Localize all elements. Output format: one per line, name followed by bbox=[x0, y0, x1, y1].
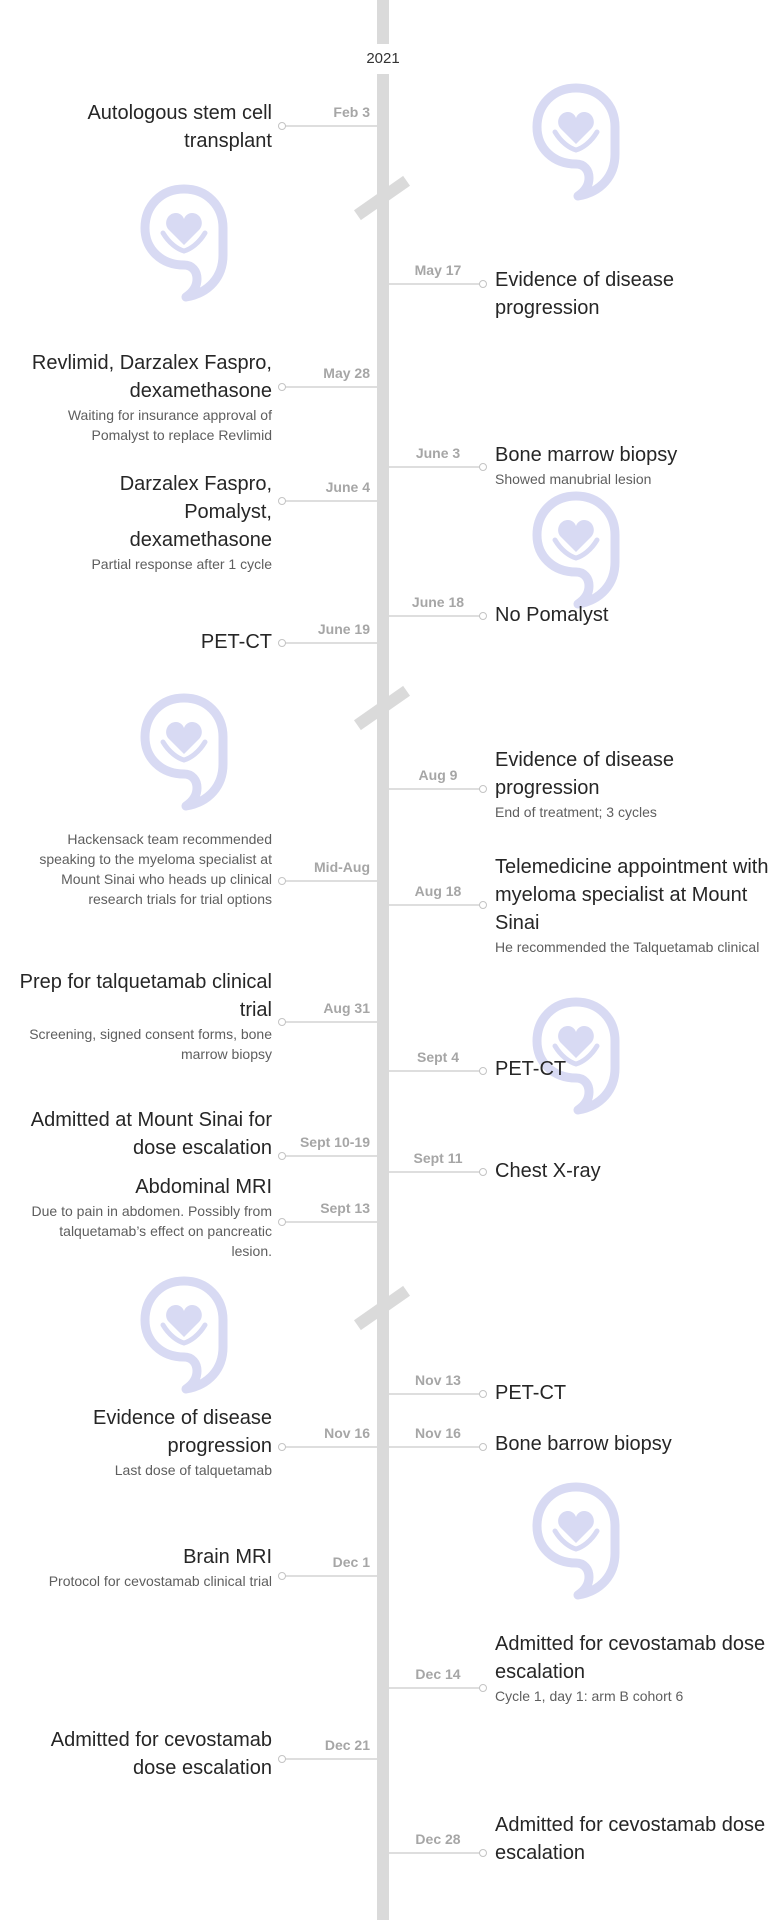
event-title: PET-CT bbox=[495, 1382, 567, 1404]
event-date: June 19 bbox=[317, 621, 370, 637]
event-text bbox=[495, 1811, 768, 1867]
heart-speech-bubble-icon bbox=[139, 183, 229, 303]
event-node-dot bbox=[278, 1443, 286, 1451]
event-connector bbox=[389, 1070, 483, 1072]
event-node-dot bbox=[278, 1572, 286, 1580]
event-text bbox=[32, 99, 272, 155]
event-description: He recommended the Talquetamab clinical bbox=[495, 939, 760, 955]
event-title: Admitted for cevostamab dose escalation bbox=[495, 1814, 766, 1864]
event-title: PET-CT bbox=[495, 1058, 567, 1080]
heart-speech-bubble-icon bbox=[531, 1481, 621, 1601]
event-title: Admitted at Mount Sinai for dose escalation bbox=[30, 1109, 272, 1159]
event-date: Nov 16 bbox=[324, 1425, 370, 1441]
event-text bbox=[12, 1106, 272, 1162]
event-title: Brain MRI bbox=[183, 1546, 272, 1568]
event-date: June 4 bbox=[325, 479, 370, 495]
event-node-dot bbox=[278, 497, 286, 505]
event-node-dot bbox=[278, 877, 286, 885]
event-description: Screening, signed consent forms, bone marrow biopsy bbox=[29, 1026, 272, 1062]
event-date: June 3 bbox=[415, 445, 461, 461]
event-connector bbox=[282, 880, 377, 882]
event-node-dot bbox=[479, 612, 487, 620]
event-description: Cycle 1, day 1: arm B cohort 6 bbox=[495, 1688, 684, 1704]
event-text bbox=[495, 1055, 725, 1083]
event-node-dot bbox=[278, 122, 286, 130]
event-node-dot bbox=[479, 280, 487, 288]
event-title: Autologous stem cell transplant bbox=[87, 102, 272, 152]
event-node-dot bbox=[479, 1849, 487, 1857]
event-date: Sept 13 bbox=[320, 1200, 370, 1216]
event-date: Dec 21 bbox=[324, 1737, 370, 1753]
event-text bbox=[12, 349, 272, 445]
event-title: Abdominal MRI bbox=[135, 1176, 272, 1198]
event-date: Sept 10-19 bbox=[299, 1134, 370, 1150]
event-date: Feb 3 bbox=[333, 104, 370, 120]
event-date: Dec 28 bbox=[415, 1831, 461, 1847]
event-text bbox=[495, 1379, 725, 1407]
event-text bbox=[495, 266, 725, 322]
event-node-dot bbox=[479, 901, 487, 909]
event-node-dot bbox=[479, 1684, 487, 1692]
event-date: Aug 18 bbox=[414, 883, 462, 899]
event-description: End of treatment; 3 cycles bbox=[495, 804, 657, 820]
event-connector bbox=[389, 1171, 483, 1173]
event-date: Mid-Aug bbox=[314, 859, 370, 875]
event-date: Dec 1 bbox=[332, 1554, 370, 1570]
event-connector bbox=[389, 283, 483, 285]
event-node-dot bbox=[278, 639, 286, 647]
event-date: June 18 bbox=[411, 594, 465, 610]
event-connector bbox=[389, 1446, 483, 1448]
event-connector bbox=[282, 125, 377, 127]
event-title: Bone barrow biopsy bbox=[495, 1433, 672, 1455]
event-title: No Pomalyst bbox=[495, 604, 609, 626]
event-date: Aug 9 bbox=[418, 767, 458, 783]
event-text bbox=[495, 853, 768, 957]
event-text bbox=[495, 1430, 725, 1458]
event-title: Chest X-ray bbox=[495, 1160, 601, 1182]
event-description: Due to pain in abdomen. Possibly from talquetamab’s effect on pancreatic lesion. bbox=[31, 1203, 272, 1259]
event-node-dot bbox=[479, 1168, 487, 1176]
event-text bbox=[12, 1726, 272, 1782]
event-connector bbox=[389, 1393, 483, 1395]
event-title: Telemedicine appointment with myeloma specialist at Mount Sinai bbox=[495, 856, 768, 934]
heart-speech-bubble-icon bbox=[531, 490, 621, 610]
event-node-dot bbox=[479, 1390, 487, 1398]
event-text bbox=[42, 628, 272, 656]
event-text bbox=[17, 1173, 272, 1261]
timeline-axis bbox=[377, 0, 389, 1920]
event-connector bbox=[282, 500, 377, 502]
event-title: Darzalex Faspro, Pomalyst, dexamethasone bbox=[119, 473, 272, 551]
event-node-dot bbox=[278, 1755, 286, 1763]
event-text bbox=[495, 1630, 768, 1706]
event-node-dot bbox=[278, 1218, 286, 1226]
event-title: Admitted for cevostamab dose escalation bbox=[50, 1729, 272, 1779]
event-date: Aug 31 bbox=[323, 1000, 370, 1016]
event-connector bbox=[282, 386, 377, 388]
event-date: May 28 bbox=[323, 365, 370, 381]
event-connector bbox=[389, 904, 483, 906]
event-text bbox=[495, 441, 725, 489]
event-description: Partial response after 1 cycle bbox=[91, 556, 272, 572]
event-connector bbox=[282, 1575, 377, 1577]
event-date: May 17 bbox=[414, 262, 462, 278]
event-title: Revlimid, Darzalex Faspro, dexamethasone bbox=[31, 352, 272, 402]
event-connector bbox=[282, 1155, 377, 1157]
event-title: Prep for talquetamab clinical trial bbox=[19, 971, 272, 1021]
event-node-dot bbox=[479, 785, 487, 793]
event-connector bbox=[282, 1021, 377, 1023]
event-node-dot bbox=[278, 1018, 286, 1026]
event-text bbox=[495, 601, 725, 629]
event-text bbox=[17, 1543, 272, 1591]
event-node-dot bbox=[278, 383, 286, 391]
event-connector bbox=[389, 1852, 483, 1854]
event-connector bbox=[389, 1687, 483, 1689]
event-title: Admitted for cevostamab dose escalation bbox=[495, 1633, 766, 1683]
heart-speech-bubble-icon bbox=[139, 1275, 229, 1395]
heart-speech-bubble-icon bbox=[531, 82, 621, 202]
event-title: Evidence of disease progression bbox=[495, 269, 675, 319]
event-description: Hackensack team recommended speaking to the myeloma specialist at Mount Sinai who heads up clinical research trials for trial options bbox=[39, 831, 272, 907]
event-title: Bone marrow biopsy bbox=[495, 444, 678, 466]
event-node-dot bbox=[278, 1152, 286, 1160]
event-date: Nov 16 bbox=[415, 1425, 461, 1441]
event-description: Last dose of talquetamab bbox=[114, 1462, 272, 1478]
event-node-dot bbox=[479, 1443, 487, 1451]
event-title: Evidence of disease progression bbox=[92, 1407, 272, 1457]
event-connector bbox=[282, 642, 377, 644]
event-text bbox=[495, 746, 725, 822]
event-connector bbox=[282, 1221, 377, 1223]
year-label: 2021 bbox=[352, 44, 414, 74]
event-date: Nov 13 bbox=[415, 1372, 461, 1388]
event-text bbox=[17, 1404, 272, 1480]
event-text bbox=[17, 829, 272, 909]
event-date: Sept 11 bbox=[413, 1150, 463, 1166]
event-connector bbox=[389, 466, 483, 468]
event-date: Dec 14 bbox=[415, 1666, 461, 1682]
event-description: Waiting for insurance approval of Pomalyst to replace Revlimid bbox=[67, 407, 272, 443]
event-title: PET-CT bbox=[200, 631, 272, 653]
event-text bbox=[17, 968, 272, 1064]
event-description: Showed manubrial lesion bbox=[495, 471, 652, 487]
event-connector bbox=[282, 1758, 377, 1760]
event-date: Sept 4 bbox=[416, 1049, 459, 1065]
event-text bbox=[495, 1157, 725, 1185]
event-description: Protocol for cevostamab clinical trial bbox=[48, 1573, 272, 1589]
event-node-dot bbox=[479, 1067, 487, 1075]
event-connector bbox=[389, 615, 483, 617]
event-node-dot bbox=[479, 463, 487, 471]
event-title: Evidence of disease progression bbox=[495, 749, 675, 799]
event-connector bbox=[389, 788, 483, 790]
event-text bbox=[52, 470, 272, 574]
event-connector bbox=[282, 1446, 377, 1448]
heart-speech-bubble-icon bbox=[139, 692, 229, 812]
